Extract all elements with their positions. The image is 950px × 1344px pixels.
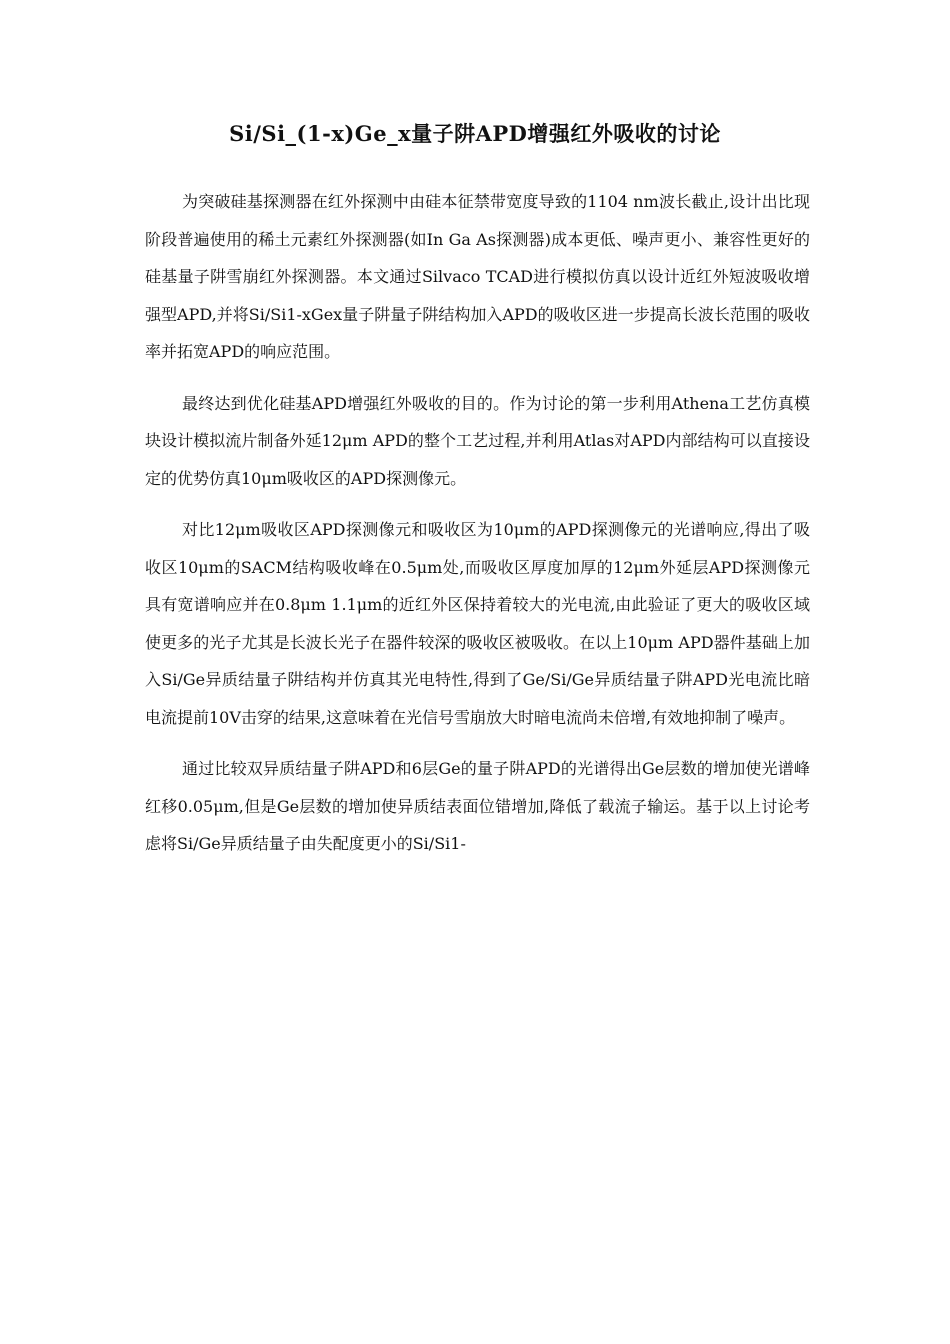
document-title: Si/Si_(1-x)Ge_x量子阱APD增强红外吸收的讨论: [229, 121, 721, 146]
paragraph-1: 为突破硅基探测器在红外探测中由硅本征禁带宽度导致的1104 nm波长截止,设计出比现阶段普遍使用的稀土元素红外探测器(如In Ga As探测器)成本更低、噪声更小、兼容性更好的硅基量子阱雪崩红外探测器。本文通过Silvaco TCAD进行模拟仿真以设计近红外短波吸收增强型APD,并将Si/Si1-xGex量子阱量子阱结构加入APD的吸收区进一步提高长波长范围的吸收率并拓宽APD的响应范围。: [145, 192, 810, 361]
document-body: [145, 183, 810, 877]
paragraph-2: 最终达到优化硅基APD增强红外吸收的目的。作为讨论的第一步利用Athena工艺仿真模块设计模拟流片制备外延12μm APD的整个工艺过程,并利用Atlas对APD内部结构可以直接设定的优势仿真10μm吸收区的APD探测像元。: [145, 393, 810, 488]
paragraph-4: 通过比较双异质结量子阱APD和6层Ge的量子阱APD的光谱得出Ge层数的增加使光谱峰红移0.05μm,但是Ge层数的增加使异质结表面位错增加,降低了载流子输运。基于以上讨论考虑将Si/Ge异质结量子由失配度更小的Si/Si1-: [145, 759, 810, 853]
paragraph-3: 对比12μm吸收区APD探测像元和吸收区为10μm的APD探测像元的光谱响应,得出了吸收区10μm的SACM结构吸收峰在0.5μm处,而吸收区厚度加厚的12μm外延层APD探测像元具有宽谱响应并在0.8μm 1.1μm的近红外区保持着较大的光电流,由此验证了更大的吸收区域使更多的光子尤其是长波长光子在器件较深的吸收区被吸收。在以上10μm APD器件基础上加入Si/Ge异质结量子阱结构并仿真其光电特性,得到了Ge/Si/Ge异质结量子阱APD光电流比暗电流提前10V击穿的结果,这意味着在光信号雪崩放大时暗电流尚未倍增,有效地抑制了噪声。: [145, 520, 810, 727]
